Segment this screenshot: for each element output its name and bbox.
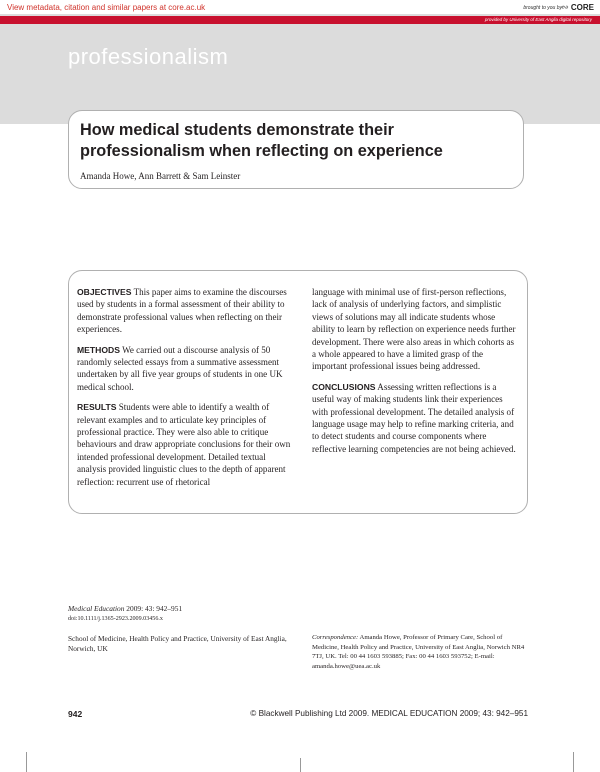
journal-citation xyxy=(68,604,182,614)
methods-text: We carried out a discourse analysis of 50 randomly selected essays from a summative assessment undertaken by all five year groups of students in one UK medical school. xyxy=(77,344,283,392)
results-continued: language with minimal use of first-person reflections, lack of analysis of underlying factors, and simplistic views of solutions may all indicate students whose ability to learn by reflection on experience needs further development. There were also areas in which cohorts as a whole appeared to have a limited grasp of the important professional issues being addressed. xyxy=(312,287,516,372)
crop-mark-left xyxy=(26,752,27,772)
correspondence-label: Correspondence: xyxy=(312,634,359,641)
objectives-heading: OBJECTIVES xyxy=(77,287,132,297)
objectives-text: This paper aims to examine the discourses used by students in a formal assessment of their ability to demonstrate professional values when reflecting on their experiences. xyxy=(77,287,287,335)
abstract-right-column xyxy=(312,286,520,463)
conclusions-paragraph xyxy=(312,381,520,455)
core-logo-text: CORE xyxy=(570,3,594,12)
journal-name: Medical Education xyxy=(68,604,125,613)
affiliation: School of Medicine, Health Policy and Practice, University of East Anglia, Norwich, UK xyxy=(68,634,287,653)
citation-volume: 2009: 43: 942–951 xyxy=(124,604,183,613)
core-logo[interactable] xyxy=(561,2,594,13)
core-banner xyxy=(0,0,600,14)
methods-paragraph xyxy=(77,344,295,394)
section-title: professionalism xyxy=(68,44,229,69)
page-number: 942 xyxy=(68,709,83,719)
correspondence-text: Amanda Howe, Professor of Primary Care, School of Medicine, Health Policy and Practice, University of East Anglia, Norwich NR4 7TJ, UK. Tel: 00 44 1603 593885; Fax: 00 44 1603 593752; E-mail: amanda.howe@uea.ac.uk xyxy=(312,634,525,670)
objectives-paragraph xyxy=(77,286,295,336)
abstract-box xyxy=(68,270,528,514)
crop-mark-mid-left xyxy=(300,758,301,772)
abstract-left-column xyxy=(77,286,295,496)
results-paragraph xyxy=(77,401,295,488)
methods-heading: METHODS xyxy=(77,344,120,355)
provided-by-text[interactable]: provided by University of East Anglia digital repository xyxy=(484,17,592,22)
crop-mark-right xyxy=(573,752,574,772)
footer-copyright: © Blackwell Publishing Ltd 2009. MEDICAL EDUCATION 2009; 43: 942–951 xyxy=(250,709,528,718)
core-metadata-link[interactable]: View metadata, citation and similar papers at core.ac.uk xyxy=(7,3,206,12)
results-text: Students were able to identify a wealth of relevant examples and to articulate key principles of professional practice. They were also able to critique behaviours and draw appropriate conclusions for their own intended professional development. Detailed textual analysis provided linguistic clues to the depth of apparent reflection: recurrent use of rhetorical xyxy=(77,402,291,487)
title-box xyxy=(68,110,524,189)
doi: doi:10.1111/j.1365-2923.2009.03456.x xyxy=(68,616,163,622)
conclusions-text: Assessing written reflections is a useful way of making students link their experiences with professional development. The detailed analysis of language usage may help to refine marking criteria, and to detect students and course components where reflective learning competencies are not being achieved. xyxy=(312,381,516,454)
paper-title: How medical students demonstrate their professionalism when reflecting on experience xyxy=(80,121,443,160)
conclusions-heading: CONCLUSIONS xyxy=(312,381,376,392)
paper-authors: Amanda Howe, Ann Barrett & Sam Leinster xyxy=(80,171,241,181)
core-brought-text: brought to you by xyxy=(523,5,562,11)
core-logo-icon: ∾ xyxy=(561,2,569,12)
results-heading: RESULTS xyxy=(77,402,117,413)
correspondence xyxy=(312,633,527,671)
